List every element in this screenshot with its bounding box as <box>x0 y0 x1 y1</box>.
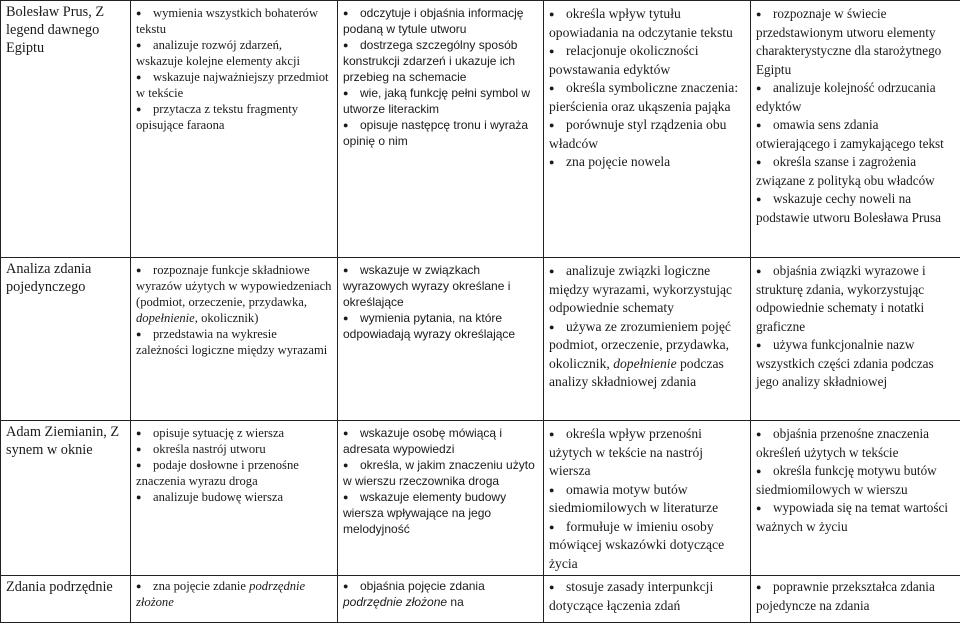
requirements-cell-level-1 <box>131 258 338 421</box>
list-item <box>136 326 332 358</box>
list-item <box>343 310 538 342</box>
list-item-text: wskazuje elementy budowy wiersza wpływające na jego melodyjność <box>343 490 506 536</box>
requirements-cell-level-2 <box>338 421 544 576</box>
list-item <box>756 5 955 79</box>
bullet-icon: ● <box>343 262 348 278</box>
list-item-text: omawia motyw butów siedmiomilowych w literaturze <box>549 482 718 516</box>
bullet-icon: ● <box>343 457 348 473</box>
bullet-icon: ● <box>756 425 761 444</box>
bullet-icon: ● <box>549 318 554 337</box>
bullet-icon: ● <box>136 69 141 85</box>
list-item-text: wskazuje cechy noweli na podstawie utworu Bolesława Prusa <box>756 191 941 225</box>
bullet-icon: ● <box>756 116 761 135</box>
bullet-icon: ● <box>756 578 761 597</box>
bullet-icon: ● <box>136 5 141 21</box>
list-item <box>136 69 332 101</box>
requirements-cell-level-1 <box>131 576 338 623</box>
requirements-list <box>343 262 538 342</box>
list-item <box>549 518 745 574</box>
requirements-list <box>756 425 955 536</box>
requirements-list <box>343 5 538 149</box>
list-item-text: odczytuje i objaśnia informację podaną w tytule utworu <box>343 6 523 36</box>
list-item-text: porównuje styl rządzenia obu władców <box>549 117 726 151</box>
topic-label: Zdania podrzędnie <box>6 579 113 595</box>
list-item <box>756 116 955 153</box>
requirements-cell-level-2 <box>338 1 544 258</box>
list-item-text: zna pojęcie nowela <box>566 154 670 169</box>
list-item-text: relacjonuje okoliczności powstawania edyktów <box>549 43 699 77</box>
requirements-cell-level-4 <box>751 1 960 258</box>
requirements-list <box>343 578 538 610</box>
list-item-text: przytacza z tekstu fragmenty opisujące faraona <box>136 102 298 132</box>
list-item-text: analizuje rozwój zdarzeń, wskazuje kolejne elementy akcji <box>136 38 300 68</box>
requirements-cell-level-3 <box>544 576 751 623</box>
bullet-icon: ● <box>136 578 141 594</box>
list-item-text: używa funkcjonalnie nazw wszystkich części zdania podczas jego analizy składniowej <box>756 337 934 389</box>
list-item <box>756 462 955 499</box>
requirements-list <box>549 425 745 573</box>
list-item-text: określa wpływ przenośni użytych w tekście na nastrój wiersza <box>549 426 703 478</box>
table-row <box>1 421 960 576</box>
bullet-icon: ● <box>343 85 348 101</box>
requirements-cell-level-4 <box>751 576 960 623</box>
list-item <box>136 262 332 326</box>
requirements-list <box>136 5 332 133</box>
requirements-list <box>549 262 745 392</box>
bullet-icon: ● <box>756 79 761 98</box>
list-item <box>549 42 745 79</box>
list-item-text: wskazuje najważniejszy przedmiot w tekście <box>136 70 329 100</box>
bullet-icon: ● <box>756 262 761 281</box>
bullet-icon: ● <box>136 326 141 342</box>
bullet-icon: ● <box>136 441 141 457</box>
list-item-text: określa nastrój utworu <box>153 442 266 456</box>
bullet-icon: ● <box>549 425 554 444</box>
list-item-text: określa wpływ tytułu opowiadania na odczytanie tekstu <box>549 6 733 40</box>
bullet-icon: ● <box>549 116 554 135</box>
list-item <box>343 5 538 37</box>
bullet-icon: ● <box>343 37 348 53</box>
requirements-cell-level-2 <box>338 258 544 421</box>
bullet-icon: ● <box>136 457 141 473</box>
list-item <box>343 85 538 117</box>
list-item <box>136 457 332 489</box>
list-item-text: stosuje zasady interpunkcji dotyczące łączenia zdań <box>549 579 713 613</box>
requirements-cell-level-1 <box>131 421 338 576</box>
bullet-icon: ● <box>756 499 761 518</box>
list-item-text: opisuje sytuację z wiersza <box>153 426 284 440</box>
list-item <box>756 153 955 190</box>
topic-cell <box>1 258 131 421</box>
list-item <box>756 499 955 536</box>
list-item-text: wie, jaką funkcję pełni symbol w utworze literackim <box>343 86 530 116</box>
requirements-list <box>343 425 538 537</box>
requirements-list <box>136 425 332 505</box>
requirements-list <box>549 5 745 172</box>
bullet-icon: ● <box>756 153 761 172</box>
requirements-cell-level-3 <box>544 421 751 576</box>
list-item <box>549 578 745 615</box>
list-item <box>549 425 745 481</box>
list-item-text: objaśnia związki wyrazowe i strukturę zdania, wykorzystując odpowiednie schematy i notatki graficzne <box>756 263 926 334</box>
list-item <box>549 318 745 392</box>
bullet-icon: ● <box>549 578 554 597</box>
topic-cell <box>1 1 131 258</box>
list-item <box>343 425 538 457</box>
bullet-icon: ● <box>549 5 554 24</box>
bullet-icon: ● <box>343 117 348 133</box>
list-item <box>549 79 745 116</box>
list-item-text: podaje dosłowne i przenośne znaczenia wyrazu droga <box>136 458 299 488</box>
list-item <box>343 37 538 85</box>
topic-label: Adam Ziemianin, Z synem w oknie <box>6 424 119 458</box>
list-item-text: objaśnia pojęcie zdania podrzędnie złożone na <box>343 579 485 609</box>
list-item-text: rozpoznaje funkcje składniowe wyrazów użytych w wypowiedzeniach (podmiot, orzeczenie, przydawka, dopełnienie, okolicznik) <box>136 263 331 325</box>
list-item-text: określa symboliczne znaczenia: pierścienia oraz ukąszenia pająka <box>549 80 738 114</box>
list-item <box>756 425 955 462</box>
bullet-icon: ● <box>549 42 554 61</box>
list-item <box>756 262 955 336</box>
list-item-text: analizuje związki logiczne między wyrazami, wykorzystując odpowiednie schematy <box>549 263 732 315</box>
list-item <box>136 101 332 133</box>
list-item <box>756 578 955 615</box>
list-item-text: określa szanse i zagrożenia związane z polityką obu władców <box>756 154 935 188</box>
bullet-icon: ● <box>343 425 348 441</box>
list-item <box>136 425 332 441</box>
topic-label: Analiza zdania pojedynczego <box>6 261 91 295</box>
requirements-list <box>756 578 955 615</box>
list-item-text: używa ze zrozumieniem pojęć podmiot, orzeczenie, przydawka, okolicznik, dopełnienie podczas analizy składniowej zdania <box>549 319 731 390</box>
topic-cell <box>1 421 131 576</box>
bullet-icon: ● <box>549 262 554 281</box>
requirements-cell-level-4 <box>751 421 960 576</box>
bullet-icon: ● <box>136 262 141 278</box>
table-row <box>1 1 960 258</box>
list-item <box>756 336 955 392</box>
bullet-icon: ● <box>756 462 761 481</box>
requirements-list <box>549 578 745 615</box>
requirements-cell-level-3 <box>544 258 751 421</box>
list-item-text: objaśnia przenośne znaczenia określeń użytych w tekście <box>756 426 929 460</box>
list-item <box>549 481 745 518</box>
list-item <box>343 457 538 489</box>
list-item-text: przedstawia na wykresie zależności logiczne między wyrazami <box>136 327 327 357</box>
bullet-icon: ● <box>549 518 554 537</box>
bullet-icon: ● <box>549 481 554 500</box>
bullet-icon: ● <box>343 578 348 594</box>
list-item <box>549 153 745 172</box>
list-item <box>343 489 538 537</box>
list-item-text: dostrzega szczególny sposób konstrukcji zdarzeń i ukazuje ich przebieg na schemacie <box>343 38 517 84</box>
topic-label: Bolesław Prus, Z legend dawnego Egiptu <box>6 4 104 56</box>
list-item-text: zna pojęcie zdanie podrzędnie złożone <box>136 579 305 609</box>
bullet-icon: ● <box>343 310 348 326</box>
table-row <box>1 576 960 623</box>
list-item-text: formułuje w imieniu osoby mówiącej wskazówki dotyczące życia <box>549 519 724 571</box>
list-item <box>756 190 955 227</box>
list-item <box>136 489 332 505</box>
requirements-cell-level-1 <box>131 1 338 258</box>
list-item <box>136 37 332 69</box>
bullet-icon: ● <box>136 101 141 117</box>
list-item <box>343 578 538 610</box>
list-item-text: wymienia wszystkich bohaterów tekstu <box>136 6 318 36</box>
list-item <box>136 441 332 457</box>
bullet-icon: ● <box>136 37 141 53</box>
topic-cell <box>1 576 131 623</box>
bullet-icon: ● <box>756 5 761 24</box>
list-item <box>549 116 745 153</box>
requirements-cell-level-4 <box>751 258 960 421</box>
bullet-icon: ● <box>756 190 761 209</box>
list-item-text: analizuje kolejność odrzucania edyktów <box>756 80 936 114</box>
list-item-text: określa, w jakim znaczeniu użyto w wierszu rzeczownika droga <box>343 458 535 488</box>
list-item-text: wskazuje w związkach wyrazowych wyrazy określane i określające <box>343 263 510 309</box>
list-item <box>343 117 538 149</box>
bullet-icon: ● <box>343 5 348 21</box>
bullet-icon: ● <box>343 489 348 505</box>
requirements-list <box>756 262 955 392</box>
table-row <box>1 258 960 421</box>
list-item-text: analizuje budowę wiersza <box>153 490 283 504</box>
list-item <box>343 262 538 310</box>
list-item <box>756 79 955 116</box>
list-item-text: wskazuje osobę mówiącą i adresata wypowiedzi <box>343 426 502 456</box>
list-item-text: rozpoznaje w świecie przedstawionym utworu elementy charakterystyczne dla starożytnego Egiptu <box>756 6 941 77</box>
requirements-list <box>136 578 332 610</box>
requirements-list <box>136 262 332 358</box>
list-item <box>549 262 745 318</box>
requirements-cell-level-3 <box>544 1 751 258</box>
bullet-icon: ● <box>549 79 554 98</box>
bullet-icon: ● <box>756 336 761 355</box>
list-item <box>549 5 745 42</box>
list-item <box>136 5 332 37</box>
requirements-list <box>756 5 955 227</box>
bullet-icon: ● <box>136 425 141 441</box>
list-item-text: określa funkcję motywu butów siedmiomilowych w wierszu <box>756 463 937 497</box>
bullet-icon: ● <box>549 153 554 172</box>
requirements-cell-level-2 <box>338 576 544 623</box>
list-item-text: wypowiada się na temat wartości ważnych w życiu <box>756 500 948 534</box>
list-item-text: wymienia pytania, na które odpowiadają wyrazy określające <box>343 311 515 341</box>
list-item <box>136 578 332 610</box>
bullet-icon: ● <box>136 489 141 505</box>
list-item-text: opisuje następcę tronu i wyraża opinię o nim <box>343 118 528 148</box>
list-item-text: poprawnie przekształca zdania pojedyncze na zdania <box>756 579 935 613</box>
list-item-text: omawia sens zdania otwierającego i zamykającego tekst <box>756 117 944 151</box>
